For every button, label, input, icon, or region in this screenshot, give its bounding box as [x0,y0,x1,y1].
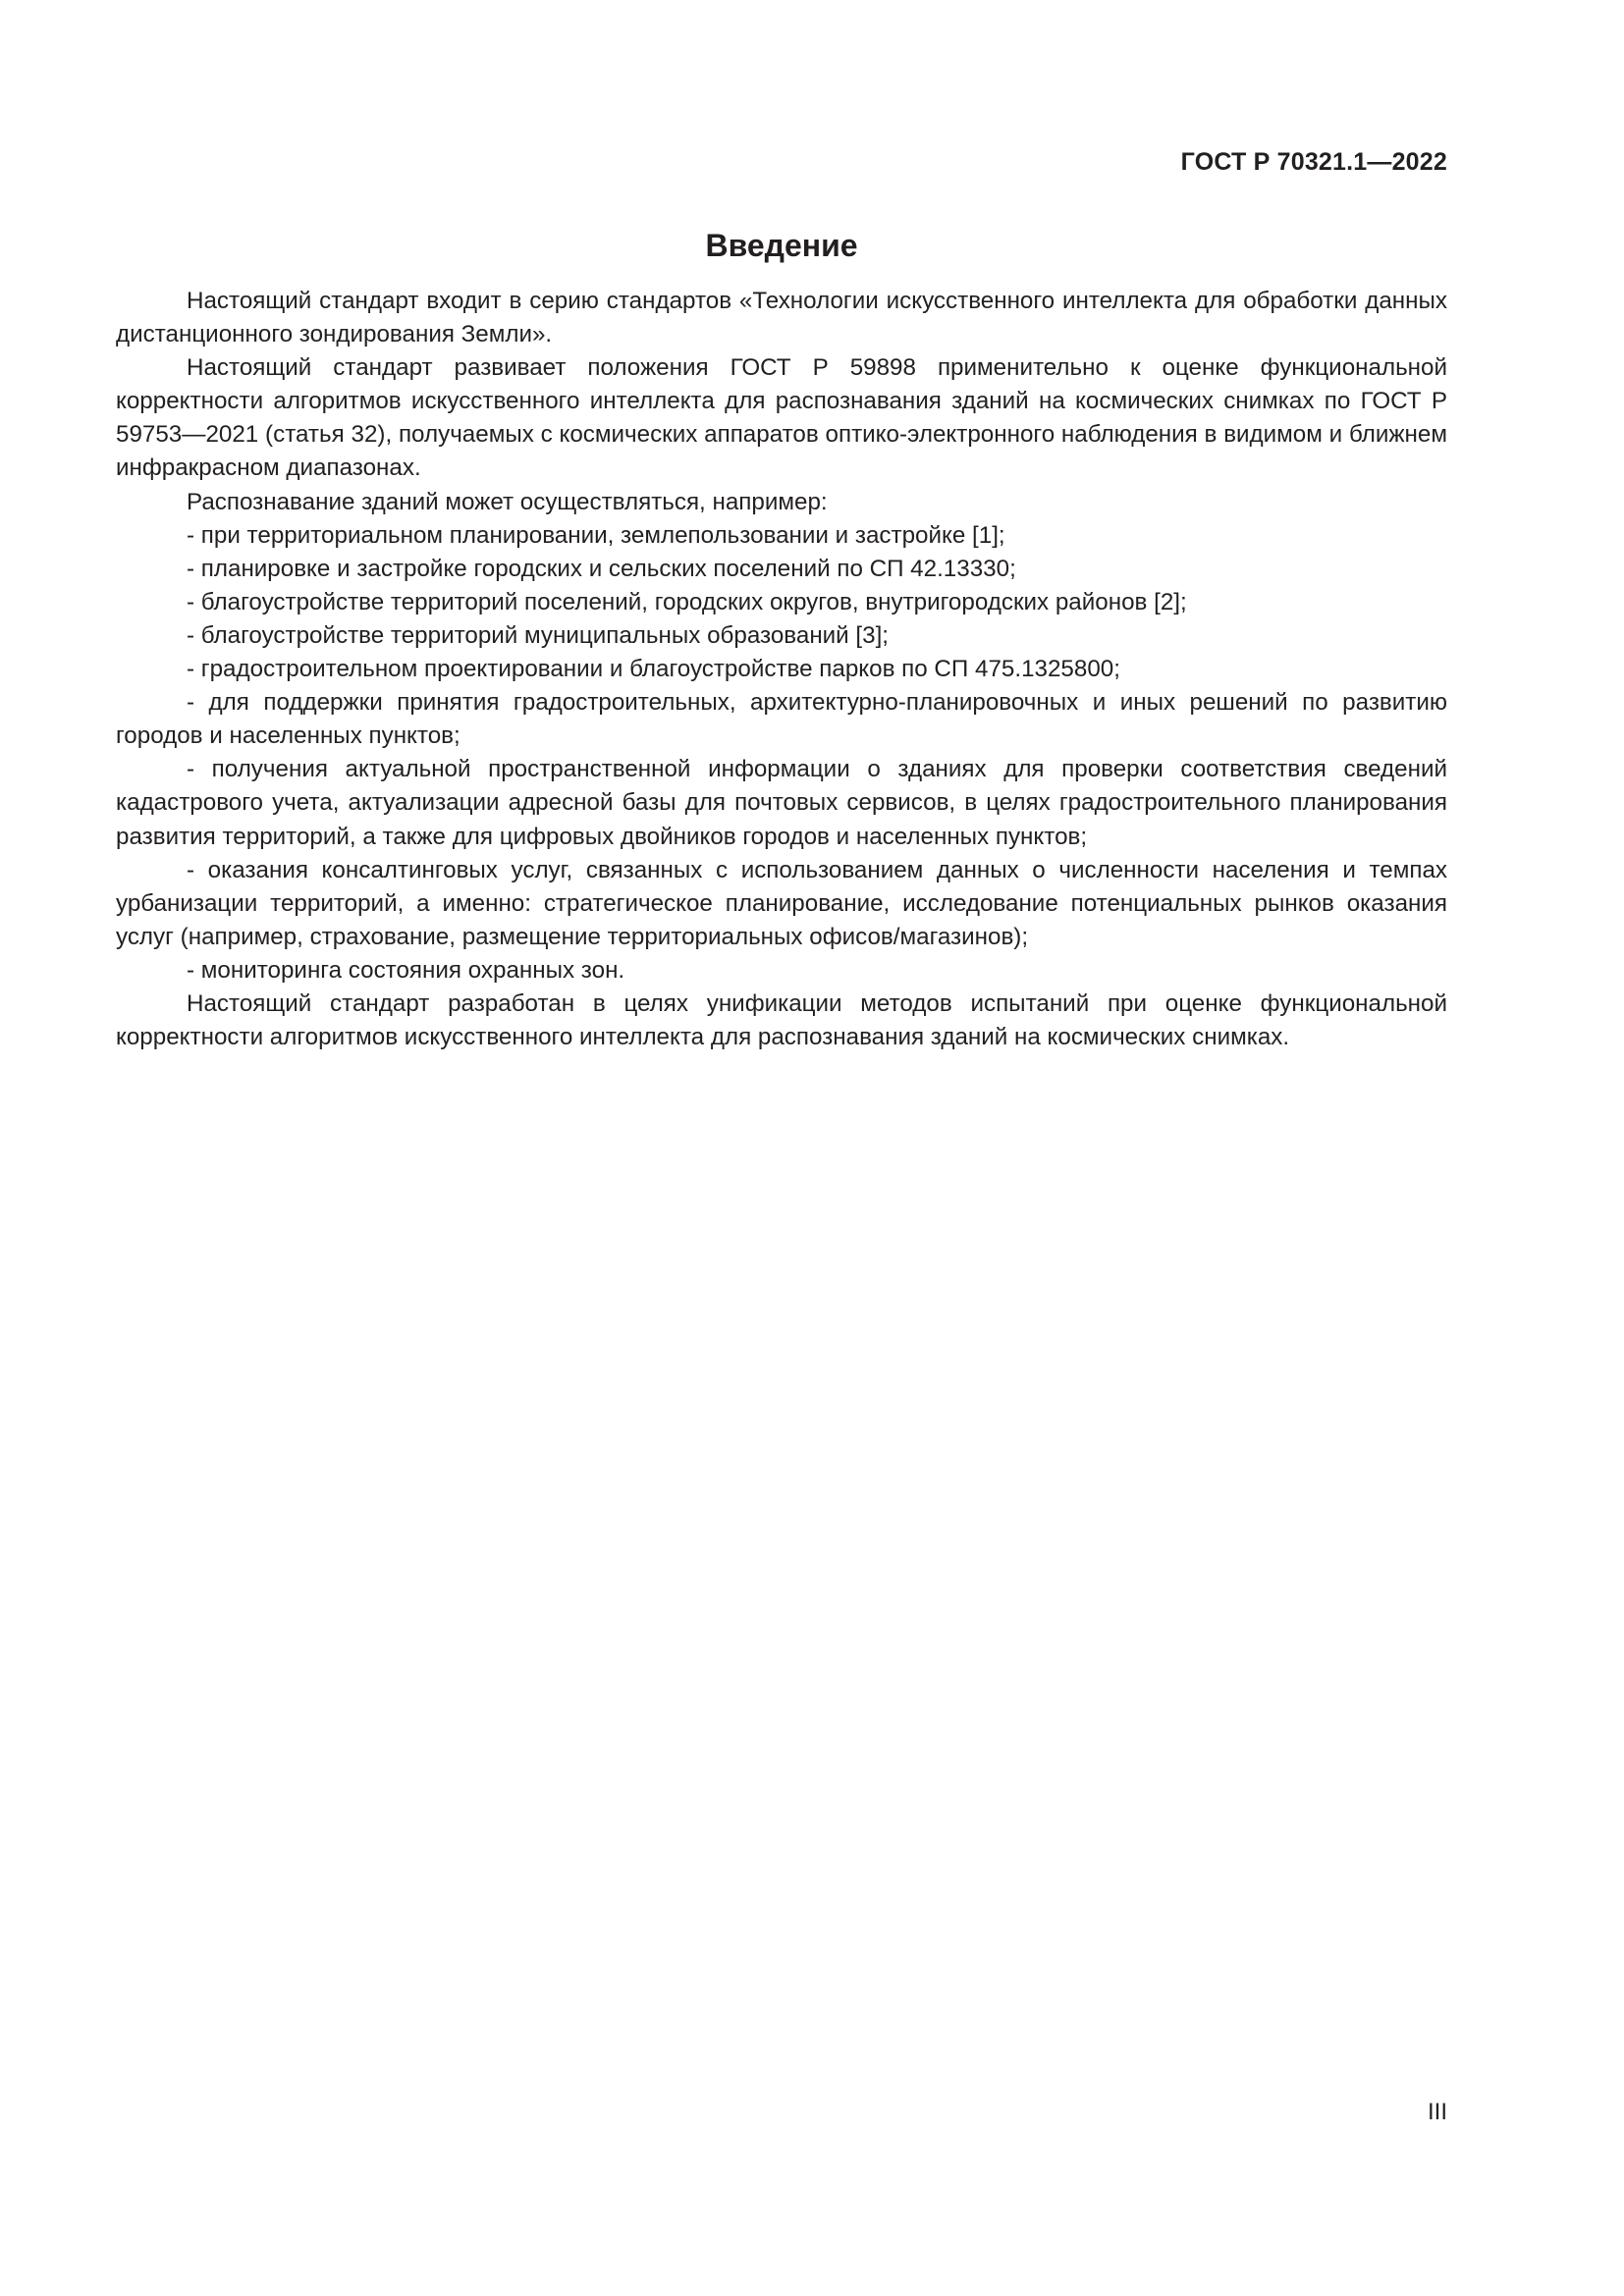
list-item: - благоустройстве территорий поселений, городских округов, внутригородских районов [2]; [187,588,1187,615]
paragraph-usage-lead: Распознавание зданий может осуществляться, например: [187,488,828,515]
list-item: - планировке и застройке городских и сельских поселений по СП 42.13330; [187,555,1016,582]
list-item: - для поддержки принятия градостроительных, архитектурно-планировочных и иных решений по развитию городов и населенных пунктов; [116,689,1447,750]
page-number: III [1427,2099,1447,2125]
list-item: - оказания консалтинговых услуг, связанных с использованием данных о численности населения и темпах урбанизации территорий, а именно: стратегическое планирование, исследование потенциальных рынков оказания услуг (например, страхование, размещение территориальных офисов/магазинов); [116,856,1447,950]
list-item: - получения актуальной пространственной информации о зданиях для проверки соответствия сведений кадастрового учета, актуализации адресной базы для почтовых сервисов, в целях градостроительного планирования развития территорий, а также для цифровых двойников городов и населенных пунктов; [116,756,1447,850]
paragraph-intro-series: Настоящий стандарт входит в серию стандартов «Технологии искусственного интеллекта для обработки данных дистанционного зондирования Земли». [116,288,1447,348]
list-item: - благоустройстве территорий муниципальных образований [3]; [187,621,890,649]
list-item: - мониторинга состояния охранных зон. [187,956,625,984]
paragraph-purpose: Настоящий стандарт развивает положения ГОСТ Р 59898 применительно к оценке функциональной корректности алгоритмов искусственного интеллекта для распознавания зданий на космических снимках по ГОСТ Р 59753—2021 (статья 32), получаемых с космических аппаратов оптико-электронного наблюдения в видимом и ближнем инфракрасном диапазонах. [116,354,1447,482]
list-item: - градостроительном проектировании и благоустройстве парков по СП 475.1325800; [187,656,1120,683]
document-standard-number: ГОСТ Р 70321.1—2022 [1180,148,1447,176]
list-item: - при территориальном планировании, землепользовании и застройке [1]; [187,521,1005,549]
paragraph-conclusion: Настоящий стандарт разработан в целях унификации методов испытаний при оценке функциональной корректности алгоритмов искусственного интеллекта для распознавания зданий на космических снимках. [116,989,1447,1051]
section-body [116,285,1447,1054]
section-title: Введение [705,228,858,263]
